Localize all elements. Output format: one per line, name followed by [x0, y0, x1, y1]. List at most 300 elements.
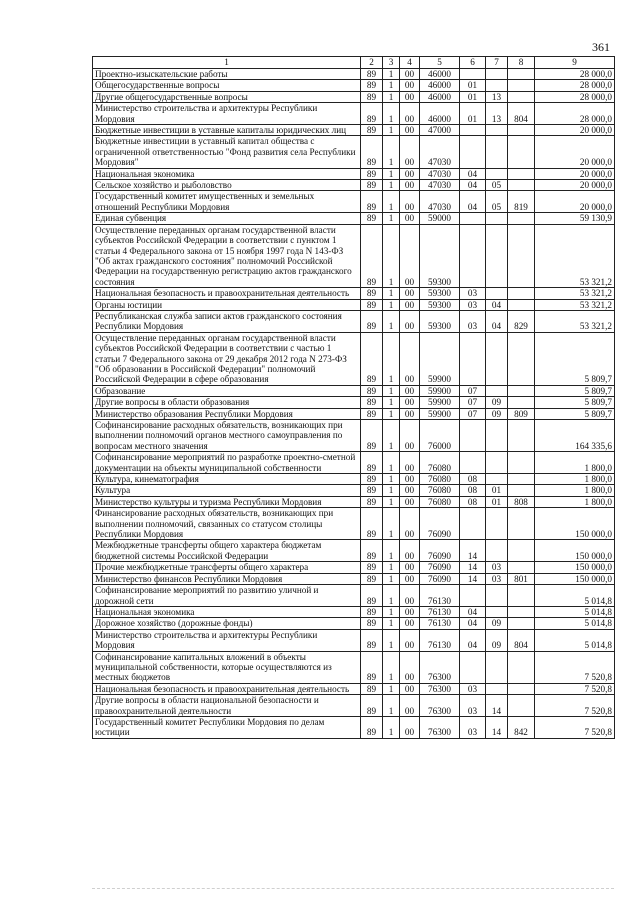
section-code-cell: [460, 224, 486, 287]
table-row: [93, 288, 615, 299]
ministry-code-cell: [508, 224, 535, 287]
code-2-cell: 89: [361, 508, 383, 540]
code-2-cell: 89: [361, 695, 383, 717]
code-2-cell: 89: [361, 103, 383, 125]
item-name-cell: Министерство строительства и архитектуры Республики Мордовия: [93, 629, 361, 651]
table-row: [93, 562, 615, 573]
ministry-code-cell: [508, 168, 535, 179]
subsection-code-cell: [486, 213, 508, 224]
section-code-cell: [460, 651, 486, 683]
code-2-cell: 89: [361, 397, 383, 408]
section-code-cell: 14: [460, 573, 486, 584]
amount-cell: 28 000,0: [535, 91, 615, 102]
code-3-cell: 1: [383, 332, 400, 385]
table-row: [93, 585, 615, 607]
table-row: [93, 716, 615, 738]
amount-cell: 20 000,0: [535, 125, 615, 136]
target-code-cell: 76300: [420, 683, 460, 694]
item-name-cell: Министерство культуры и туризма Республики Мордовия: [93, 496, 361, 507]
section-code-cell: 08: [460, 485, 486, 496]
target-code-cell: 47030: [420, 180, 460, 191]
table-row: [93, 474, 615, 485]
item-name-cell: Национальная безопасность и правоохранительная деятельность: [93, 288, 361, 299]
code-4-cell: 00: [400, 452, 420, 474]
code-4-cell: 00: [400, 310, 420, 332]
page-number: 361: [592, 40, 610, 54]
code-2-cell: 89: [361, 136, 383, 168]
ministry-code-cell: [508, 180, 535, 191]
ministry-code-cell: [508, 332, 535, 385]
subsection-code-cell: 09: [486, 618, 508, 629]
ministry-code-cell: 842: [508, 716, 535, 738]
code-2-cell: 89: [361, 629, 383, 651]
code-4-cell: 00: [400, 288, 420, 299]
ministry-code-cell: [508, 213, 535, 224]
target-code-cell: 59900: [420, 397, 460, 408]
subsection-code-cell: [486, 540, 508, 562]
amount-cell: 7 520,8: [535, 695, 615, 717]
item-name-cell: Министерство образования Республики Мордовия: [93, 408, 361, 419]
section-code-cell: [460, 213, 486, 224]
section-code-cell: 03: [460, 310, 486, 332]
target-code-cell: 76090: [420, 508, 460, 540]
ministry-code-cell: 804: [508, 629, 535, 651]
code-4-cell: 00: [400, 80, 420, 91]
item-name-cell: Национальная экономика: [93, 168, 361, 179]
code-4-cell: 00: [400, 408, 420, 419]
code-4-cell: 00: [400, 103, 420, 125]
code-3-cell: 1: [383, 80, 400, 91]
subsection-code-cell: [486, 288, 508, 299]
ministry-code-cell: [508, 80, 535, 91]
item-name-cell: Софинансирование мероприятий по разработке проектно-сметной документации на объекты муниципальной собственности: [93, 452, 361, 474]
code-2-cell: 89: [361, 180, 383, 191]
target-code-cell: 76130: [420, 585, 460, 607]
amount-cell: 150 000,0: [535, 508, 615, 540]
code-4-cell: 00: [400, 385, 420, 396]
code-2-cell: 89: [361, 573, 383, 584]
target-code-cell: 59300: [420, 224, 460, 287]
table-row: [93, 168, 615, 179]
code-4-cell: 00: [400, 91, 420, 102]
item-name-cell: Образование: [93, 385, 361, 396]
ministry-code-cell: [508, 420, 535, 452]
code-4-cell: 00: [400, 585, 420, 607]
target-code-cell: 76090: [420, 573, 460, 584]
subsection-code-cell: [486, 125, 508, 136]
code-3-cell: 1: [383, 299, 400, 310]
table-row: [93, 125, 615, 136]
ministry-code-cell: [508, 288, 535, 299]
target-code-cell: 76300: [420, 716, 460, 738]
amount-cell: 28 000,0: [535, 103, 615, 125]
ministry-code-cell: [508, 540, 535, 562]
item-name-cell: Государственный комитет Республики Мордовия по делам юстиции: [93, 716, 361, 738]
item-name-cell: Единая субвенция: [93, 213, 361, 224]
code-3-cell: 1: [383, 69, 400, 80]
page-bottom-rule: [92, 888, 614, 889]
ministry-code-cell: 804: [508, 103, 535, 125]
code-3-cell: 1: [383, 474, 400, 485]
section-code-cell: 07: [460, 385, 486, 396]
table-row: [93, 213, 615, 224]
code-2-cell: 89: [361, 125, 383, 136]
code-2-cell: 89: [361, 496, 383, 507]
code-3-cell: 1: [383, 125, 400, 136]
header-row: [93, 57, 615, 69]
target-code-cell: 47030: [420, 136, 460, 168]
target-code-cell: 47000: [420, 125, 460, 136]
item-name-cell: Другие вопросы в области образования: [93, 397, 361, 408]
subsection-code-cell: 13: [486, 103, 508, 125]
code-3-cell: 1: [383, 618, 400, 629]
section-code-cell: 03: [460, 716, 486, 738]
amount-cell: 5 014,8: [535, 606, 615, 617]
item-name-cell: Министерство строительства и архитектуры Республики Мордовия: [93, 103, 361, 125]
code-2-cell: 89: [361, 332, 383, 385]
subsection-code-cell: [486, 683, 508, 694]
target-code-cell: 76300: [420, 651, 460, 683]
code-4-cell: 00: [400, 299, 420, 310]
ministry-code-cell: 819: [508, 191, 535, 213]
subsection-code-cell: [486, 332, 508, 385]
item-name-cell: Осуществление переданных органам государственной власти субъектов Российской Федерации в соответствии с пунктом 1 статьи 4 Федерального закона от 15 ноября 1997 года N 143-ФЗ "Об актах гражданского состояния" полномочий Российской Федерации на государственную регистрацию актов гражданского состояния: [93, 224, 361, 287]
amount-cell: 164 335,6: [535, 420, 615, 452]
section-code-cell: [460, 136, 486, 168]
amount-cell: 1 800,0: [535, 485, 615, 496]
code-4-cell: 00: [400, 573, 420, 584]
code-2-cell: 89: [361, 168, 383, 179]
code-2-cell: 89: [361, 540, 383, 562]
section-code-cell: 01: [460, 91, 486, 102]
subsection-code-cell: [486, 452, 508, 474]
code-3-cell: 1: [383, 629, 400, 651]
code-3-cell: 1: [383, 585, 400, 607]
table-row: [93, 385, 615, 396]
code-3-cell: 1: [383, 540, 400, 562]
code-3-cell: 1: [383, 606, 400, 617]
item-name-cell: Бюджетные инвестиции в уставные капиталы юридических лиц: [93, 125, 361, 136]
ministry-code-cell: [508, 385, 535, 396]
section-code-cell: 07: [460, 408, 486, 419]
subsection-code-cell: [486, 224, 508, 287]
ministry-code-cell: [508, 474, 535, 485]
amount-cell: 20 000,0: [535, 136, 615, 168]
target-code-cell: 76080: [420, 485, 460, 496]
code-4-cell: 00: [400, 629, 420, 651]
section-code-cell: 08: [460, 496, 486, 507]
amount-cell: 5 809,7: [535, 408, 615, 419]
target-code-cell: 46000: [420, 80, 460, 91]
table-row: [93, 573, 615, 584]
table-row: [93, 136, 615, 168]
column-header: 7: [486, 57, 508, 69]
section-code-cell: 03: [460, 683, 486, 694]
code-2-cell: 89: [361, 91, 383, 102]
amount-cell: 1 800,0: [535, 496, 615, 507]
item-name-cell: Национальная безопасность и правоохранительная деятельность: [93, 683, 361, 694]
ministry-code-cell: [508, 683, 535, 694]
target-code-cell: 59900: [420, 385, 460, 396]
ministry-code-cell: [508, 452, 535, 474]
section-code-cell: [460, 125, 486, 136]
amount-cell: 7 520,8: [535, 683, 615, 694]
item-name-cell: Другие вопросы в области национальной безопасности и правоохранительной деятельности: [93, 695, 361, 717]
target-code-cell: 76300: [420, 695, 460, 717]
target-code-cell: 59300: [420, 299, 460, 310]
code-2-cell: 89: [361, 651, 383, 683]
amount-cell: 5 014,8: [535, 618, 615, 629]
section-code-cell: 08: [460, 474, 486, 485]
item-name-cell: Сельское хозяйство и рыболовство: [93, 180, 361, 191]
target-code-cell: 47030: [420, 191, 460, 213]
code-3-cell: 1: [383, 695, 400, 717]
section-code-cell: 04: [460, 180, 486, 191]
subsection-code-cell: 01: [486, 496, 508, 507]
code-4-cell: 00: [400, 332, 420, 385]
code-3-cell: 1: [383, 496, 400, 507]
subsection-code-cell: 03: [486, 573, 508, 584]
item-name-cell: Другие общегосударственные вопросы: [93, 91, 361, 102]
section-code-cell: 03: [460, 695, 486, 717]
code-4-cell: 00: [400, 168, 420, 179]
item-name-cell: Культура: [93, 485, 361, 496]
ministry-code-cell: 808: [508, 496, 535, 507]
ministry-code-cell: [508, 695, 535, 717]
code-3-cell: 1: [383, 573, 400, 584]
code-3-cell: 1: [383, 683, 400, 694]
ministry-code-cell: [508, 125, 535, 136]
section-code-cell: 04: [460, 618, 486, 629]
ministry-code-cell: [508, 606, 535, 617]
ministry-code-cell: [508, 618, 535, 629]
code-2-cell: 89: [361, 213, 383, 224]
subsection-code-cell: [486, 80, 508, 91]
target-code-cell: 76090: [420, 540, 460, 562]
code-3-cell: 1: [383, 408, 400, 419]
column-header: 1: [93, 57, 361, 69]
subsection-code-cell: 01: [486, 485, 508, 496]
code-2-cell: 89: [361, 585, 383, 607]
amount-cell: 53 321,2: [535, 288, 615, 299]
section-code-cell: 04: [460, 191, 486, 213]
code-3-cell: 1: [383, 103, 400, 125]
code-4-cell: 00: [400, 496, 420, 507]
code-3-cell: 1: [383, 562, 400, 573]
section-code-cell: [460, 508, 486, 540]
amount-cell: 53 321,2: [535, 299, 615, 310]
ministry-code-cell: [508, 562, 535, 573]
code-2-cell: 89: [361, 80, 383, 91]
table-row: [93, 683, 615, 694]
code-2-cell: 89: [361, 474, 383, 485]
column-header: 3: [383, 57, 400, 69]
target-code-cell: 76130: [420, 606, 460, 617]
section-code-cell: [460, 332, 486, 385]
code-3-cell: 1: [383, 180, 400, 191]
ministry-code-cell: [508, 397, 535, 408]
section-code-cell: 04: [460, 629, 486, 651]
subsection-code-cell: [486, 136, 508, 168]
item-name-cell: Министерство финансов Республики Мордовия: [93, 573, 361, 584]
target-code-cell: 76130: [420, 629, 460, 651]
item-name-cell: Прочие межбюджетные трансферты общего характера: [93, 562, 361, 573]
subsection-code-cell: [486, 651, 508, 683]
amount-cell: 150 000,0: [535, 573, 615, 584]
subsection-code-cell: 14: [486, 695, 508, 717]
code-2-cell: 89: [361, 385, 383, 396]
column-header: 2: [361, 57, 383, 69]
table-row: [93, 103, 615, 125]
section-code-cell: [460, 69, 486, 80]
table-row: [93, 180, 615, 191]
amount-cell: 5 809,7: [535, 397, 615, 408]
subsection-code-cell: 14: [486, 716, 508, 738]
table-row: [93, 629, 615, 651]
budget-table: [92, 56, 615, 739]
item-name-cell: Осуществление переданных органам государственной власти субъектов Российской Федерации в соответствии с частью 1 статьи 7 Федерального закона от 29 декабря 2012 года N 273-ФЗ "Об образовании в Российской Федерации" полномочий Российской Федерации в сфере образования: [93, 332, 361, 385]
code-4-cell: 00: [400, 397, 420, 408]
section-code-cell: 01: [460, 80, 486, 91]
subsection-code-cell: [486, 69, 508, 80]
item-name-cell: Культура, кинематография: [93, 474, 361, 485]
item-name-cell: Государственный комитет имущественных и земельных отношений Республики Мордовия: [93, 191, 361, 213]
table-row: [93, 508, 615, 540]
code-4-cell: 00: [400, 213, 420, 224]
column-header: 8: [508, 57, 535, 69]
section-code-cell: [460, 420, 486, 452]
target-code-cell: 76130: [420, 618, 460, 629]
subsection-code-cell: 05: [486, 180, 508, 191]
code-2-cell: 89: [361, 618, 383, 629]
target-code-cell: 46000: [420, 69, 460, 80]
code-3-cell: 1: [383, 485, 400, 496]
subsection-code-cell: 04: [486, 299, 508, 310]
table-row: [93, 618, 615, 629]
ministry-code-cell: [508, 485, 535, 496]
code-4-cell: 00: [400, 125, 420, 136]
ministry-code-cell: 829: [508, 310, 535, 332]
subsection-code-cell: [486, 385, 508, 396]
subsection-code-cell: [486, 168, 508, 179]
code-4-cell: 00: [400, 508, 420, 540]
ministry-code-cell: 809: [508, 408, 535, 419]
amount-cell: 53 321,2: [535, 310, 615, 332]
table-row: [93, 397, 615, 408]
table-row: [93, 496, 615, 507]
amount-cell: 5 014,8: [535, 629, 615, 651]
target-code-cell: 59000: [420, 213, 460, 224]
subsection-code-cell: [486, 474, 508, 485]
code-4-cell: 00: [400, 224, 420, 287]
amount-cell: 1 800,0: [535, 474, 615, 485]
item-name-cell: Общегосударственные вопросы: [93, 80, 361, 91]
code-3-cell: 1: [383, 191, 400, 213]
code-4-cell: 00: [400, 485, 420, 496]
code-4-cell: 00: [400, 683, 420, 694]
code-2-cell: 89: [361, 408, 383, 419]
table-row: [93, 299, 615, 310]
code-2-cell: 89: [361, 562, 383, 573]
section-code-cell: 07: [460, 397, 486, 408]
section-code-cell: 01: [460, 103, 486, 125]
item-name-cell: Бюджетные инвестиции в уставный капитал общества с ограниченной ответственностью "Фонд развития села Республики Мордовия": [93, 136, 361, 168]
code-4-cell: 00: [400, 420, 420, 452]
ministry-code-cell: [508, 91, 535, 102]
code-4-cell: 00: [400, 474, 420, 485]
section-code-cell: 03: [460, 288, 486, 299]
item-name-cell: Республиканская служба записи актов гражданского состояния Республики Мордовия: [93, 310, 361, 332]
code-4-cell: 00: [400, 562, 420, 573]
code-4-cell: 00: [400, 136, 420, 168]
item-name-cell: Национальная экономика: [93, 606, 361, 617]
target-code-cell: 76090: [420, 562, 460, 573]
table-row: [93, 332, 615, 385]
column-header: 9: [535, 57, 615, 69]
subsection-code-cell: [486, 508, 508, 540]
code-4-cell: 00: [400, 716, 420, 738]
ministry-code-cell: [508, 651, 535, 683]
amount-cell: 1 800,0: [535, 452, 615, 474]
ministry-code-cell: 801: [508, 573, 535, 584]
amount-cell: 53 321,2: [535, 224, 615, 287]
subsection-code-cell: 13: [486, 91, 508, 102]
subsection-code-cell: 03: [486, 562, 508, 573]
subsection-code-cell: 09: [486, 397, 508, 408]
code-2-cell: 89: [361, 683, 383, 694]
code-3-cell: 1: [383, 288, 400, 299]
amount-cell: 20 000,0: [535, 168, 615, 179]
section-code-cell: 04: [460, 168, 486, 179]
target-code-cell: 76000: [420, 420, 460, 452]
target-code-cell: 76080: [420, 452, 460, 474]
code-3-cell: 1: [383, 213, 400, 224]
subsection-code-cell: [486, 585, 508, 607]
code-4-cell: 00: [400, 180, 420, 191]
code-3-cell: 1: [383, 310, 400, 332]
section-code-cell: 14: [460, 540, 486, 562]
code-3-cell: 1: [383, 716, 400, 738]
column-header: 4: [400, 57, 420, 69]
target-code-cell: 76080: [420, 496, 460, 507]
code-2-cell: 89: [361, 310, 383, 332]
column-header: 5: [420, 57, 460, 69]
item-name-cell: Дорожное хозяйство (дорожные фонды): [93, 618, 361, 629]
ministry-code-cell: [508, 136, 535, 168]
target-code-cell: 47030: [420, 168, 460, 179]
code-2-cell: 89: [361, 191, 383, 213]
amount-cell: 28 000,0: [535, 69, 615, 80]
code-4-cell: 00: [400, 69, 420, 80]
item-name-cell: Органы юстиции: [93, 299, 361, 310]
subsection-code-cell: 09: [486, 408, 508, 419]
code-3-cell: 1: [383, 385, 400, 396]
table-row: [93, 69, 615, 80]
section-code-cell: 04: [460, 606, 486, 617]
section-code-cell: 03: [460, 299, 486, 310]
section-code-cell: [460, 585, 486, 607]
code-2-cell: 89: [361, 420, 383, 452]
item-name-cell: Проектно-изыскательские работы: [93, 69, 361, 80]
code-2-cell: 89: [361, 485, 383, 496]
table-row: [93, 540, 615, 562]
item-name-cell: Финансирование расходных обязательств, возникающих при выполнении полномочий, связанных со статусом столицы Республики Мордовия: [93, 508, 361, 540]
table-row: [93, 408, 615, 419]
code-3-cell: 1: [383, 397, 400, 408]
code-3-cell: 1: [383, 420, 400, 452]
code-4-cell: 00: [400, 191, 420, 213]
table-row: [93, 191, 615, 213]
